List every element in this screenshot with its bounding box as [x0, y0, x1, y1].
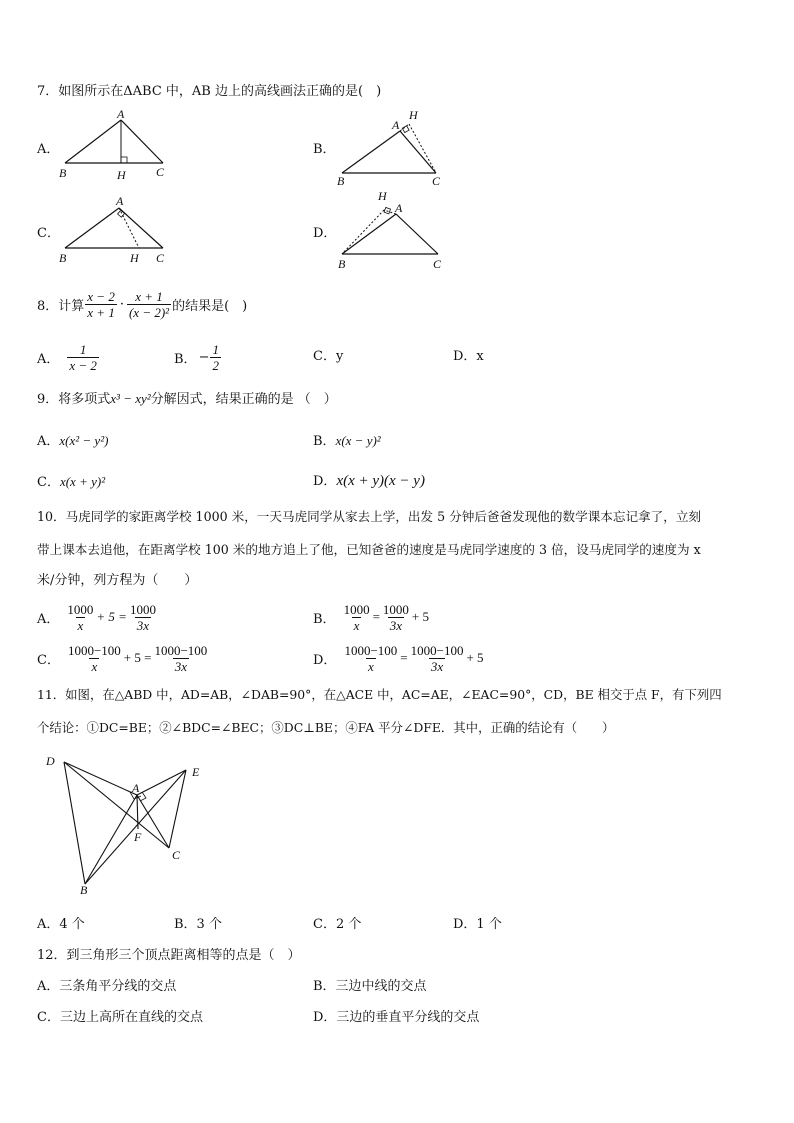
- q8-f1-denominator: x + 1: [87, 304, 115, 320]
- q9-stem: [37, 390, 337, 408]
- q12-option-d: D．三边的垂直平分线的交点: [313, 1010, 480, 1025]
- label-c: C: [432, 174, 441, 187]
- q11-line-1: 11．如图，在△ABD 中，AD=AB，∠DAB=90°，在△ACE 中，AC=AE，∠EAC=90°，CD，BE 相交于点 F，有下列四: [37, 687, 722, 702]
- q7-option-c-letter: C．: [37, 226, 60, 241]
- q10-option-c: [37, 639, 210, 677]
- q9-d-expr: x(x + y)(x − y): [336, 473, 425, 489]
- q8-option-d: D．x: [453, 349, 484, 364]
- q10-b-plus: + 5: [411, 609, 429, 624]
- q10-line-1: 10．马虎同学的家距离学校 1000 米，一天马虎同学从家去上学，出发 5 分钟后爸爸发现他的数学课本忘记拿了，立刻: [37, 509, 702, 524]
- q9-a-expr: x(x² − y²): [59, 433, 109, 448]
- q7-option-a-figure: [55, 108, 175, 180]
- q9-c-letter: C．: [37, 475, 60, 490]
- q8-fraction-2: [127, 289, 171, 320]
- q11-figure: [40, 748, 215, 900]
- q7-option-b-letter: B．: [313, 142, 336, 157]
- q10-a-plus: + 5 =: [96, 609, 127, 624]
- q11-option-b: B．3 个: [174, 917, 222, 932]
- label-h: H: [130, 251, 139, 265]
- q10-line-3: 米/分钟，列方程为（ ）: [37, 573, 198, 588]
- q8-a-denominator: x − 2: [69, 357, 97, 373]
- q9-b-letter: B．: [313, 434, 336, 449]
- q8-option-a-fraction: [67, 342, 99, 373]
- q10-d-plus: + 5: [466, 650, 484, 665]
- q8-stem: 8．计算 $\frac{x - 2}{x + 1}$ · $\frac{x + 1}{\text{(x − 2)²}}$ 的结果是( ): [37, 288, 248, 320]
- q8-option-a: [37, 337, 100, 377]
- label-c: C: [156, 251, 165, 265]
- q10-c-letter: C．: [37, 652, 60, 668]
- q9-stem-post: 分解因式，结果正确的是 （ ）: [150, 392, 337, 407]
- q10-c-frac-left: $\frac{1000-100}{x}$: [67, 642, 121, 674]
- label-a: A: [392, 118, 400, 132]
- label-e: E: [192, 765, 200, 779]
- q8-b-numerator: 1: [212, 341, 219, 357]
- q10-b-letter: B．: [313, 611, 336, 627]
- q10-line-2: 带上课本去追他，在距离学校 100 米的地方追上了他，已知爸爸的速度是马虎同学速度的 3 倍，设马虎同学的速度为 x: [37, 542, 701, 557]
- label-c: C: [156, 165, 165, 179]
- q8-option-c: C．y: [313, 349, 344, 364]
- q10-b-frac-right: $\frac{1000}{3x}$: [382, 601, 409, 633]
- q7-option-a-letter: A．: [37, 142, 60, 157]
- q7-option-d-letter: D．: [313, 226, 337, 241]
- q12-option-c: C．三边上高所在直线的交点: [37, 1010, 203, 1025]
- q9-c-expr: x(x + y)²: [59, 474, 106, 489]
- label-h: H: [378, 189, 387, 203]
- q12-stem: 12．到三角形三个顶点距离相等的点是（ ）: [37, 948, 301, 963]
- q11-option-a: A．4 个: [37, 917, 85, 932]
- q9-a-letter: A．: [37, 434, 60, 449]
- q8-a-numerator: 1: [79, 341, 87, 357]
- q10-option-a: [37, 598, 159, 636]
- q12-option-b: B．三边中线的交点: [313, 979, 427, 994]
- q10-d-letter: D．: [313, 652, 337, 668]
- label-b: B: [338, 257, 346, 271]
- q8-option-b-letter: B．: [174, 351, 197, 367]
- q7-option-d-figure: [332, 186, 452, 272]
- label-a: A: [395, 201, 403, 215]
- q10-b-frac-left: $\frac{1000}{x}$: [343, 601, 370, 633]
- q10-option-b: [313, 598, 429, 636]
- label-b: B: [59, 251, 67, 265]
- q12-option-a: A．三条角平分线的交点: [37, 979, 177, 994]
- label-c: C: [433, 257, 442, 271]
- q9-option-c: [37, 473, 105, 491]
- q9-option-a: [37, 432, 108, 450]
- q11-option-d: D．1 个: [453, 917, 502, 932]
- label-b: B: [80, 883, 88, 897]
- q9-d-letter: D．: [313, 474, 337, 489]
- q11-line-2: 个结论：①DC=BE；②∠BDC=∠BEC；③DC⊥BE；④FA 平分∠DFE．其中，正确的结论有（ ）: [37, 720, 615, 735]
- label-d: D: [46, 754, 55, 768]
- q11-option-c: C．2 个: [313, 917, 362, 932]
- q9-expression: x³ − xy²: [110, 391, 151, 406]
- q7-option-b-figure: [332, 105, 452, 187]
- q8-fraction-1: [85, 289, 117, 320]
- q10-d-frac-left: $\frac{1000-100}{x}$: [344, 642, 398, 674]
- q10-b-eq: =: [372, 609, 380, 624]
- q10-option-d: [313, 639, 484, 677]
- q9-stem-pre: 9．将多项式: [37, 392, 111, 407]
- label-h: H: [409, 108, 418, 122]
- q9-option-b: [313, 432, 381, 450]
- q10-c-frac-right: $\frac{1000-100}{3x}$: [154, 642, 208, 674]
- q8-f1-numerator: x − 2: [87, 288, 115, 304]
- q7-option-c-figure: [55, 193, 175, 265]
- q8-suffix: 的结果是( ): [172, 298, 248, 314]
- q10-a-letter: A．: [37, 611, 60, 627]
- label-a: A: [117, 108, 125, 121]
- q8-option-b-fraction: [210, 342, 221, 373]
- label-a: A: [132, 781, 140, 795]
- label-a: A: [116, 194, 124, 208]
- q8-b-denominator: 2: [212, 357, 219, 373]
- label-f: F: [134, 830, 142, 844]
- q8-f2-numerator: x + 1: [135, 288, 163, 304]
- q8-option-b: [174, 337, 222, 377]
- label-b: B: [59, 166, 67, 180]
- q10-a-frac-right: $\frac{1000}{3x}$: [129, 601, 156, 633]
- label-b: B: [337, 174, 345, 187]
- q10-d-frac-right: $\frac{1000-100}{3x}$: [410, 642, 464, 674]
- q9-b-expr: x(x − y)²: [335, 433, 381, 448]
- q8-option-a-letter: A．: [37, 351, 60, 367]
- q8-option-b-sign: −: [198, 349, 210, 365]
- q10-d-eq: =: [400, 650, 408, 665]
- label-h: H: [117, 168, 126, 180]
- q8-prefix: 8．计算: [37, 298, 85, 314]
- q10-c-plus: + 5 =: [123, 650, 152, 665]
- q10-a-frac-left: $\frac{1000}{x}$: [67, 601, 94, 633]
- q9-option-d: [313, 473, 425, 490]
- label-c: C: [172, 848, 181, 862]
- q7-stem: 7．如图所示在ΔABC 中，AB 边上的高线画法正确的是( ): [37, 84, 382, 99]
- q8-f2-denominator: (x − 2)²: [128, 304, 170, 320]
